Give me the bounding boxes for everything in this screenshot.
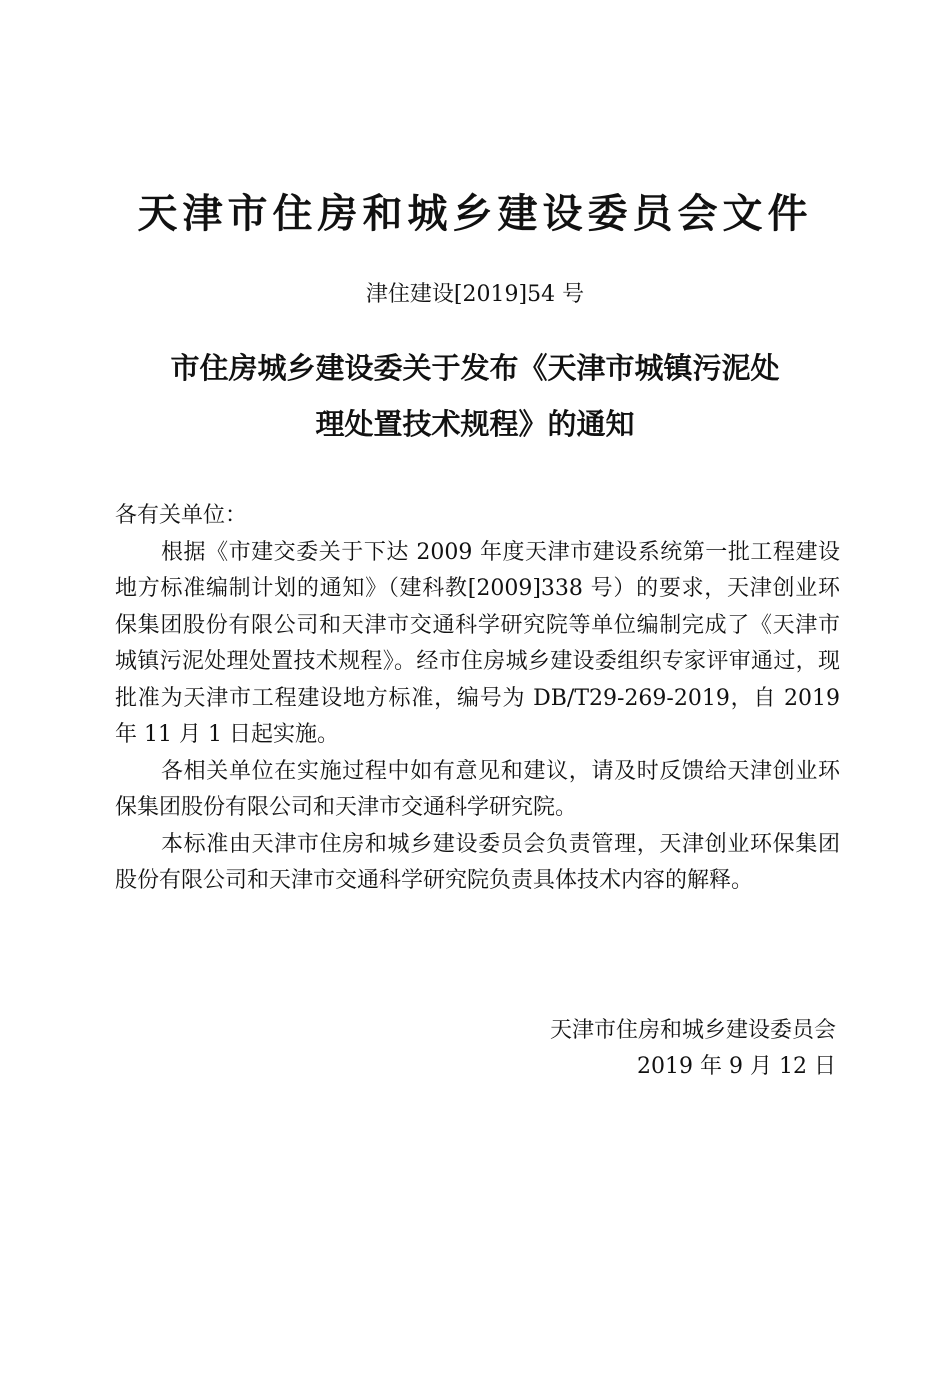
document-title-line-2: 理处置技术规程》的通知 (315, 407, 635, 441)
body-paragraph-3: 本标准由天津市住房和城乡建设委员会负责管理，天津创业环保集团股份有限公司和天津市交通科学研究院负责具体技术内容的解释。 (115, 831, 840, 893)
salutation: 各有关单位： (115, 503, 248, 528)
signature-block (450, 1013, 836, 1085)
document-title (100, 340, 850, 452)
body-paragraph-2: 各相关单位在实施过程中如有意见和建议，请及时反馈给天津创业环保集团股份有限公司和天津市交通科学研究院。 (115, 758, 840, 820)
body-paragraph-1: 根据《市建交委关于下达 2009 年度天津市建设系统第一批工程建设地方标准编制计划的通知》（建科教[2009]338 号）的要求，天津创业环保集团股份有限公司和天津市交通科学研究院等单位编制完成了《天津市城镇污泥处理处置技术规程》。经市住房城乡建设委组织专家评审通过，现批准为天津市工程建设地方标准，编号为 DB/T29-269-2019，自 2019 年 11 月 1 日起实施。 (115, 539, 840, 747)
document-title-line-1: 市住房城乡建设委关于发布《天津市城镇污泥处 (170, 351, 780, 385)
document-body (115, 498, 840, 900)
signature-date: 2019 年 9 月 12 日 (637, 1054, 836, 1079)
document-number: 津住建设[2019]54 号 (365, 282, 585, 307)
issuer-header: 天津市住房和城乡建设委员会文件 (137, 191, 813, 237)
signature-organization: 天津市住房和城乡建设委员会 (549, 1018, 836, 1043)
